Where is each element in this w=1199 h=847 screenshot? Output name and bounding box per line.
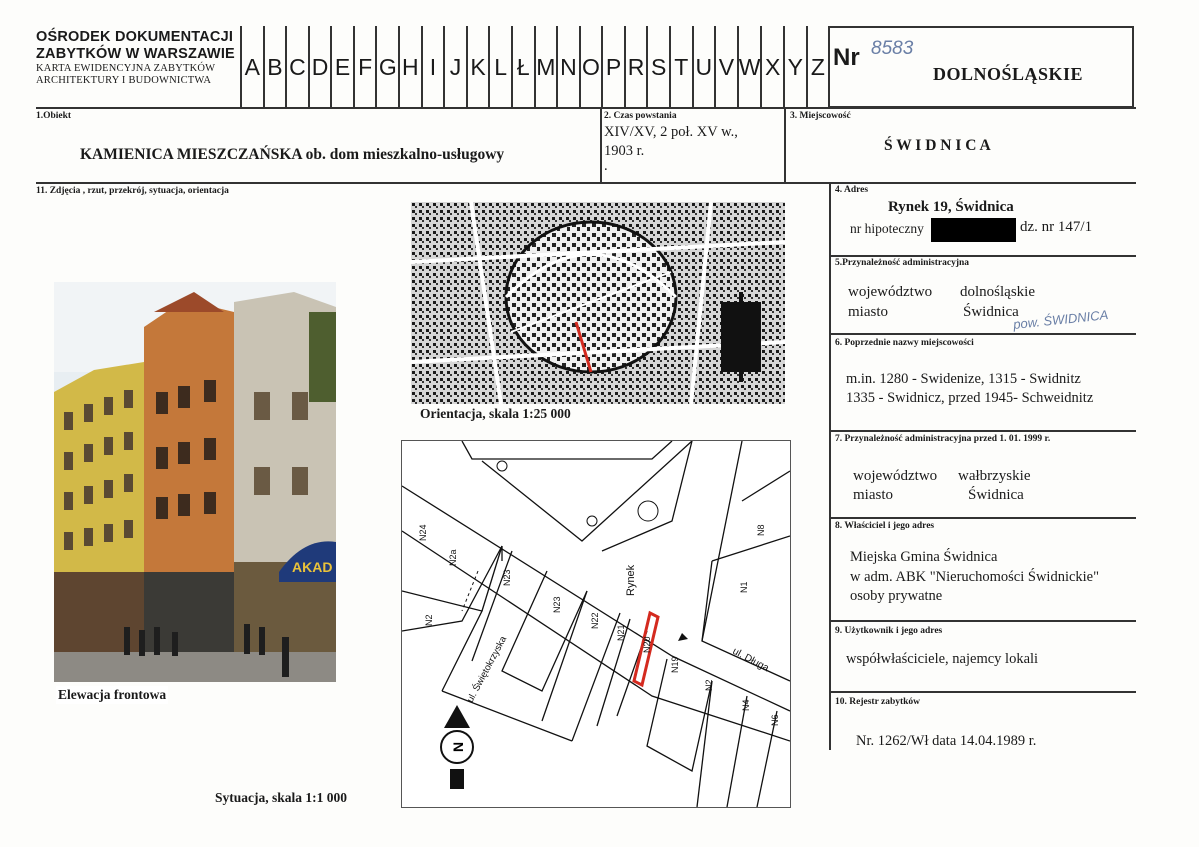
alphabet-letter: E — [332, 26, 355, 108]
alphabet-letter: K — [468, 26, 491, 108]
plot-number: dz. nr 147/1 — [1020, 219, 1093, 235]
handwritten-county: pow. ŚWIDNICA — [1012, 307, 1109, 332]
admin-voivodeship-value: dolnośląskie — [960, 284, 1035, 300]
situation-plan — [401, 440, 791, 808]
lot-label: N1 — [739, 581, 749, 593]
alphabet-letter: A — [242, 26, 265, 108]
admin-city-value: Świdnica — [963, 304, 1019, 320]
situation-caption: Sytuacja, skala 1:1 000 — [215, 790, 348, 805]
admin-voivodeship-label: województwo — [848, 284, 933, 300]
header-org-block — [36, 29, 235, 87]
lot-label: N2a — [448, 549, 458, 566]
alphabet-letter: V — [716, 26, 739, 108]
lot-label: N6 — [770, 714, 780, 726]
alphabet-letter: Y — [785, 26, 808, 108]
lot-label: N23 — [502, 569, 512, 586]
date-line2: 1903 r. — [604, 143, 645, 159]
alphabet-letter: D — [310, 26, 333, 108]
alphabet-letter: W — [739, 26, 763, 108]
alphabet-letter: Z — [808, 26, 831, 108]
redacted-box — [931, 218, 1016, 242]
section11-label: 11. Zdjęcia , rzut, przekrój, sytuacja, orientacja — [36, 186, 229, 196]
alphabet-letter: S — [648, 26, 671, 108]
street-swietokrzyska: ul. Świętokrzyska — [464, 634, 510, 705]
section9-label: 9. Użytkownik i jego adres — [835, 626, 943, 636]
divider-2-3 — [784, 108, 786, 183]
lot-label: N23 — [552, 596, 562, 613]
nr-handwritten: 8583 — [871, 38, 914, 59]
lot-label: N22 — [590, 612, 600, 629]
alphabet-letter: Ł — [513, 26, 536, 108]
line-6-7 — [830, 430, 1136, 432]
org-name-line1: OŚRODEK DOKUMENTACJI — [36, 29, 234, 45]
row-line-2 — [36, 182, 1136, 184]
nr-label: Nr — [833, 44, 860, 71]
right-column-line — [829, 184, 831, 750]
alphabet-letter: F — [355, 26, 378, 108]
alphabet-letter: G — [377, 26, 400, 108]
alphabet-letter: R — [626, 26, 649, 108]
alphabet-letter: U — [694, 26, 717, 108]
alphabet-letter: X — [762, 26, 785, 108]
register-value: Nr. 1262/Wł data 14.04.1989 r. — [856, 733, 1037, 749]
admin-city-label: miasto — [848, 304, 888, 320]
org-sub-line2: ARCHITEKTURY I BUDOWNICTWA — [36, 75, 212, 86]
line-8-9 — [830, 620, 1136, 622]
alphabet-index — [240, 26, 830, 108]
line-7-8 — [830, 517, 1136, 519]
line-9-10 — [830, 691, 1136, 693]
prev-voivodeship-label: województwo — [853, 468, 938, 484]
section7-label: 7. Przynależność administracyjna przed 1. 01. 1999 r. — [835, 434, 1051, 444]
owner-line3: osoby prywatne — [850, 588, 943, 604]
section10-label: 10. Rejestr zabytków — [835, 697, 921, 707]
lot-label: N24 — [418, 524, 428, 541]
alphabet-letter: P — [603, 26, 626, 108]
windows-ornate — [156, 380, 216, 519]
prev-voivodeship-value: wałbrzyskie — [958, 468, 1031, 484]
line-4-5 — [830, 255, 1136, 257]
alphabet-letter: N — [558, 26, 581, 108]
town-name: Ś W I D N I C A — [884, 137, 991, 154]
alphabet-letter: I — [423, 26, 446, 108]
date-line1: XIV/XV, 2 poł. XV w., — [604, 124, 738, 140]
lot-label: N2 — [424, 614, 434, 626]
alphabet-letter: T — [671, 26, 694, 108]
lot-label: N20 — [642, 636, 652, 653]
north-label: N — [450, 741, 466, 752]
lot-label: N21 — [616, 624, 626, 641]
nr-box — [829, 26, 1134, 108]
orientation-caption: Orientacja, skala 1:25 000 — [420, 406, 571, 421]
street-dluga: ul. Długa — [730, 645, 771, 675]
lot-label: N19 — [670, 656, 680, 673]
section8-label: 8. Właściciel i jego adres — [835, 521, 935, 531]
lot-label: N4 — [741, 699, 751, 711]
object-name: KAMIENICA MIESZCZAŃSKA ob. dom mieszkalno-usługowy — [80, 146, 505, 163]
section3-label: 3. Miejscowość — [790, 111, 851, 121]
north-arrow-icon — [441, 705, 473, 789]
date-block — [604, 123, 780, 174]
lot-label: N8 — [756, 524, 766, 536]
date-line3: . — [604, 158, 608, 174]
former-names — [846, 370, 1093, 408]
org-name-line2: ZABYTKÓW W WARSZAWIE — [36, 46, 235, 62]
alphabet-letter: L — [490, 26, 513, 108]
section2-label: 2. Czas powstania — [604, 111, 677, 121]
facade-photo — [54, 282, 336, 682]
address-value: Rynek 19, Świdnica — [888, 199, 1014, 215]
prev-city-label: miasto — [853, 487, 893, 503]
line-5-6 — [830, 333, 1136, 335]
alphabet-letter: J — [445, 26, 468, 108]
photo-caption: Elewacja frontowa — [58, 687, 167, 702]
alphabet-letter: B — [265, 26, 288, 108]
user-value: współwłaściciele, najemcy lokali — [846, 651, 1039, 667]
section6-label: 6. Poprzednie nazwy miejscowości — [835, 338, 974, 348]
former-names-line1: m.in. 1280 - Swidenize, 1315 - Swidnitz — [846, 371, 1081, 387]
prev-city-value: Świdnica — [968, 487, 1024, 503]
owner-line1: Miejska Gmina Świdnica — [850, 549, 998, 565]
orientation-map — [411, 202, 785, 404]
section1-label: 1.Obiekt — [36, 111, 72, 121]
divider-1-2 — [600, 108, 602, 183]
org-sub-line1: KARTA EWIDENCYJNA ZABYTKÓW — [36, 63, 216, 74]
alphabet-letter: C — [287, 26, 310, 108]
owner-line2: w adm. ABK "Nieruchomości Świdnickie" — [850, 568, 1100, 585]
section5-label: 5.Przynależność administracyjna — [835, 258, 970, 268]
former-names-line2: 1335 - Swidnicz, przed 1945- Schweidnitz — [846, 390, 1094, 406]
alphabet-letter: O — [581, 26, 604, 108]
street-rynek: Rynek — [625, 564, 637, 596]
alphabet-letter: H — [400, 26, 423, 108]
shop-sign: AKAD — [292, 559, 333, 575]
alphabet-letter: M — [536, 26, 559, 108]
section4-label: 4. Adres — [835, 185, 869, 195]
owner-block — [850, 548, 1099, 607]
mortgage-label: nr hipoteczny — [850, 221, 924, 236]
region-name: DOLNOŚLĄSKIE — [933, 64, 1084, 84]
lot-label: N2 — [704, 679, 714, 691]
